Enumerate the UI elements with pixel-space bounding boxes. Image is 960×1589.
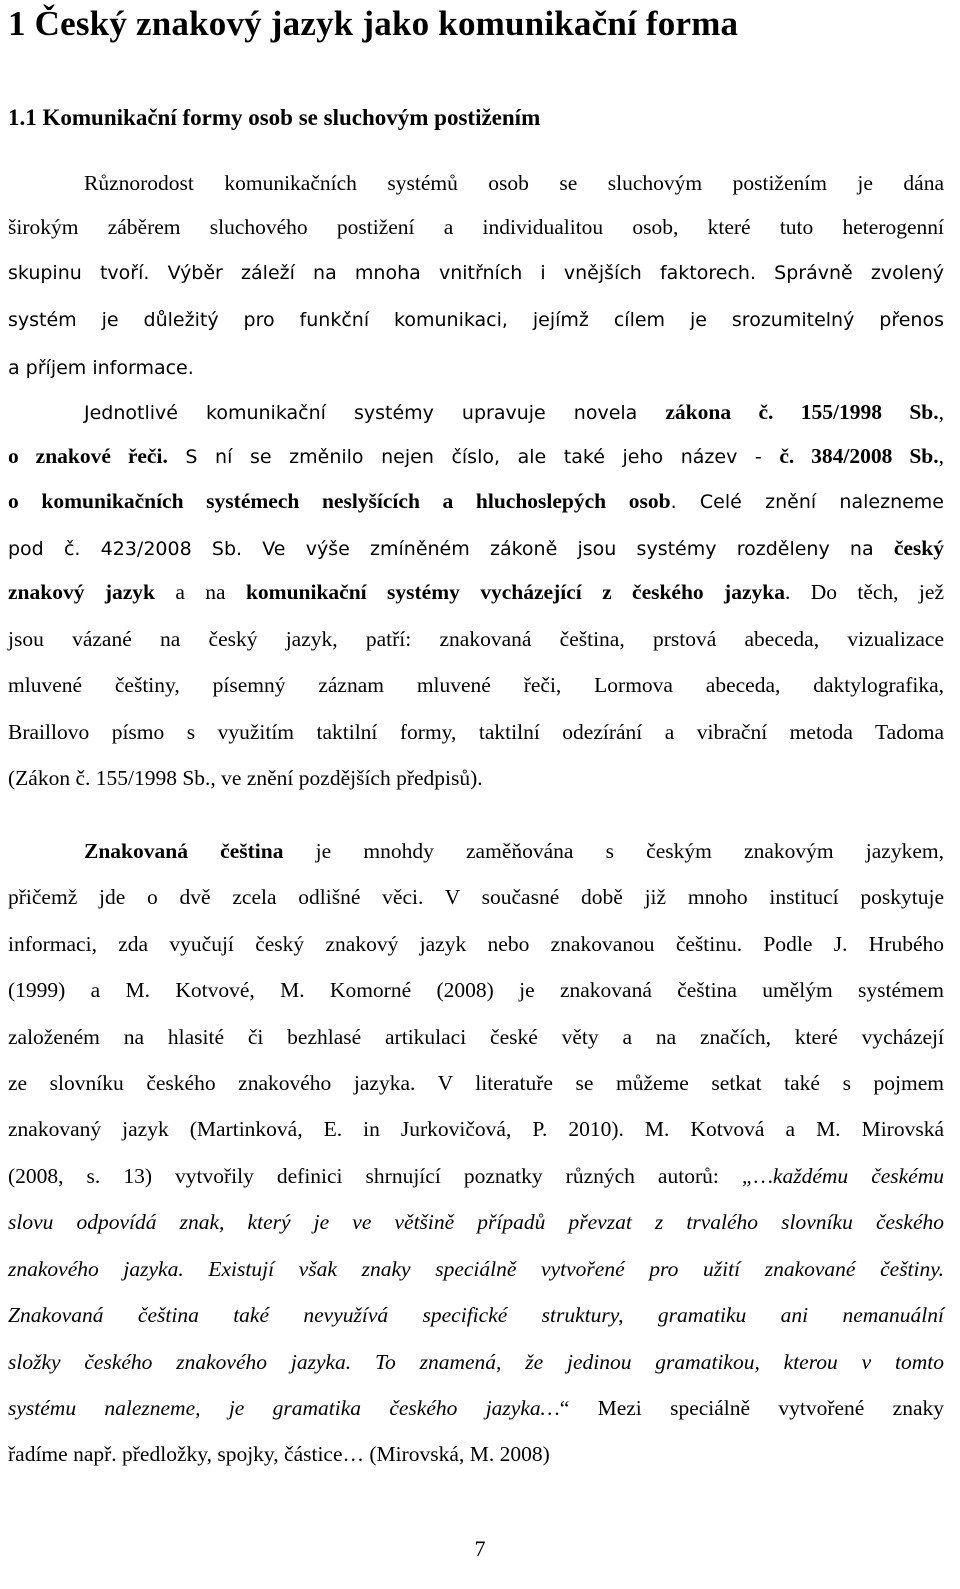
p3-line-4: (1999) a M. Kotvové, M. Komorné (2008) je znakovaná čeština umělým systémem [8, 978, 944, 1002]
p1-line-3: skupinu tvoří. Výběr záleží na mnoha vnitřních i vnějších faktorech. Správně zvolený [8, 262, 944, 284]
p3-line-6: ze slovníku českého znakového jazyka. V literatuře se můžeme setkat také s pojmem [8, 1071, 944, 1095]
section-heading: 1.1 Komunikační formy osob se sluchovým postižením [8, 105, 541, 130]
p3-line-10: znakového jazyka. Existují však znaky speciálně vytvořené pro užití znakované češtiny. [8, 1257, 944, 1281]
p2-line-2: o znakové řeči. S ní se změnilo nejen číslo, ale také jeho název - č. 384/2008 Sb., [8, 444, 944, 468]
page-number: 7 [474, 1536, 486, 1561]
law-reference-384: č. 384/2008 Sb. [779, 444, 939, 468]
p1-line-1: Různorodost komunikačních systémů osob se sluchovým postižením je dána [84, 171, 944, 195]
p2-line-7: mluvené češtiny, písemný záznam mluvené řeči, Lormova abeceda, daktylografika, [8, 673, 944, 697]
p2-line-4: pod č. 423/2008 Sb. Ve výše zmíněném zákoně jsou systémy rozděleny na český [8, 536, 944, 560]
p3-line-9: slovu odpovídá znak, který je ve většině případů převzat z trvalého slovníku českého [8, 1210, 944, 1234]
definition-quote-start: „…každému českému [741, 1164, 945, 1188]
p3-line-7: znakovaný jazyk (Martinková, E. in Jurkovičová, P. 2010). M. Kotvová a M. Mirovská [8, 1117, 944, 1141]
p1-line-5: a příjem informace. [8, 357, 194, 379]
p2-line-6: jsou vázané na český jazyk, patří: znakovaná čeština, prstová abeceda, vizualizace [8, 627, 944, 651]
p3-line-11: Znakovaná čeština také nevyužívá specifické struktury, gramatiku ani nemanuální [8, 1303, 944, 1327]
p1-line-4: systém je důležitý pro funkční komunikaci, jejímž cílem je srozumitelný přenos [8, 309, 944, 331]
p2-line-3: o komunikačních systémech neslyšících a hluchoslepých osob. Celé znění nalezneme [8, 489, 944, 513]
chapter-heading: 1 Český znakový jazyk jako komunikační forma [8, 4, 739, 43]
law-reference-155: zákona č. 155/1998 Sb. [665, 400, 939, 424]
p2-line-1: Jednotlivé komunikační systémy upravuje novela zákona č. 155/1998 Sb., [84, 400, 945, 424]
p3-line-14: řadíme např. předložky, spojky, částice… (Mirovská, M. 2008) [8, 1442, 550, 1466]
p3-line-12: složky českého znakového jazyka. To znamená, že jedinou gramatikou, kterou v tomto [8, 1350, 944, 1374]
p3-line-13: systému nalezneme, je gramatika českého jazyka…“ Mezi speciálně vytvořené znaky [8, 1396, 944, 1420]
p3-line-8: (2008, s. 13) vytvořily definici shrnující poznatky různých autorů: „…každému českému [8, 1164, 945, 1188]
p3-line-5: založeném na hlasité či bezhlasé artikulaci české věty a na značích, které vycházejí [8, 1025, 944, 1049]
p2-line-8: Braillovo písmo s využitím taktilní formy, taktilní odezírání a vibrační metoda Tadoma [8, 720, 944, 744]
p3-line-2: přičemž jde o dvě zcela odlišné věci. V současné době již mnoho institucí poskytuje [8, 885, 944, 909]
p3-line-1: Znakovaná čeština je mnohdy zaměňována s českým znakovým jazykem, [84, 839, 944, 863]
p3-line-3: informaci, zda vyučují český znakový jazyk nebo znakovanou češtinu. Podle J. Hrubého [8, 932, 944, 956]
p2-line-5: znakový jazyk a na komunikační systémy vycházející z českého jazyka. Do těch, jež [8, 580, 944, 604]
p1-line-2: širokým záběrem sluchového postižení a individualitou osob, které tuto heterogenní [8, 215, 944, 239]
p2-line-9: (Zákon č. 155/1998 Sb., ve znění pozdějších předpisů). [8, 766, 483, 790]
